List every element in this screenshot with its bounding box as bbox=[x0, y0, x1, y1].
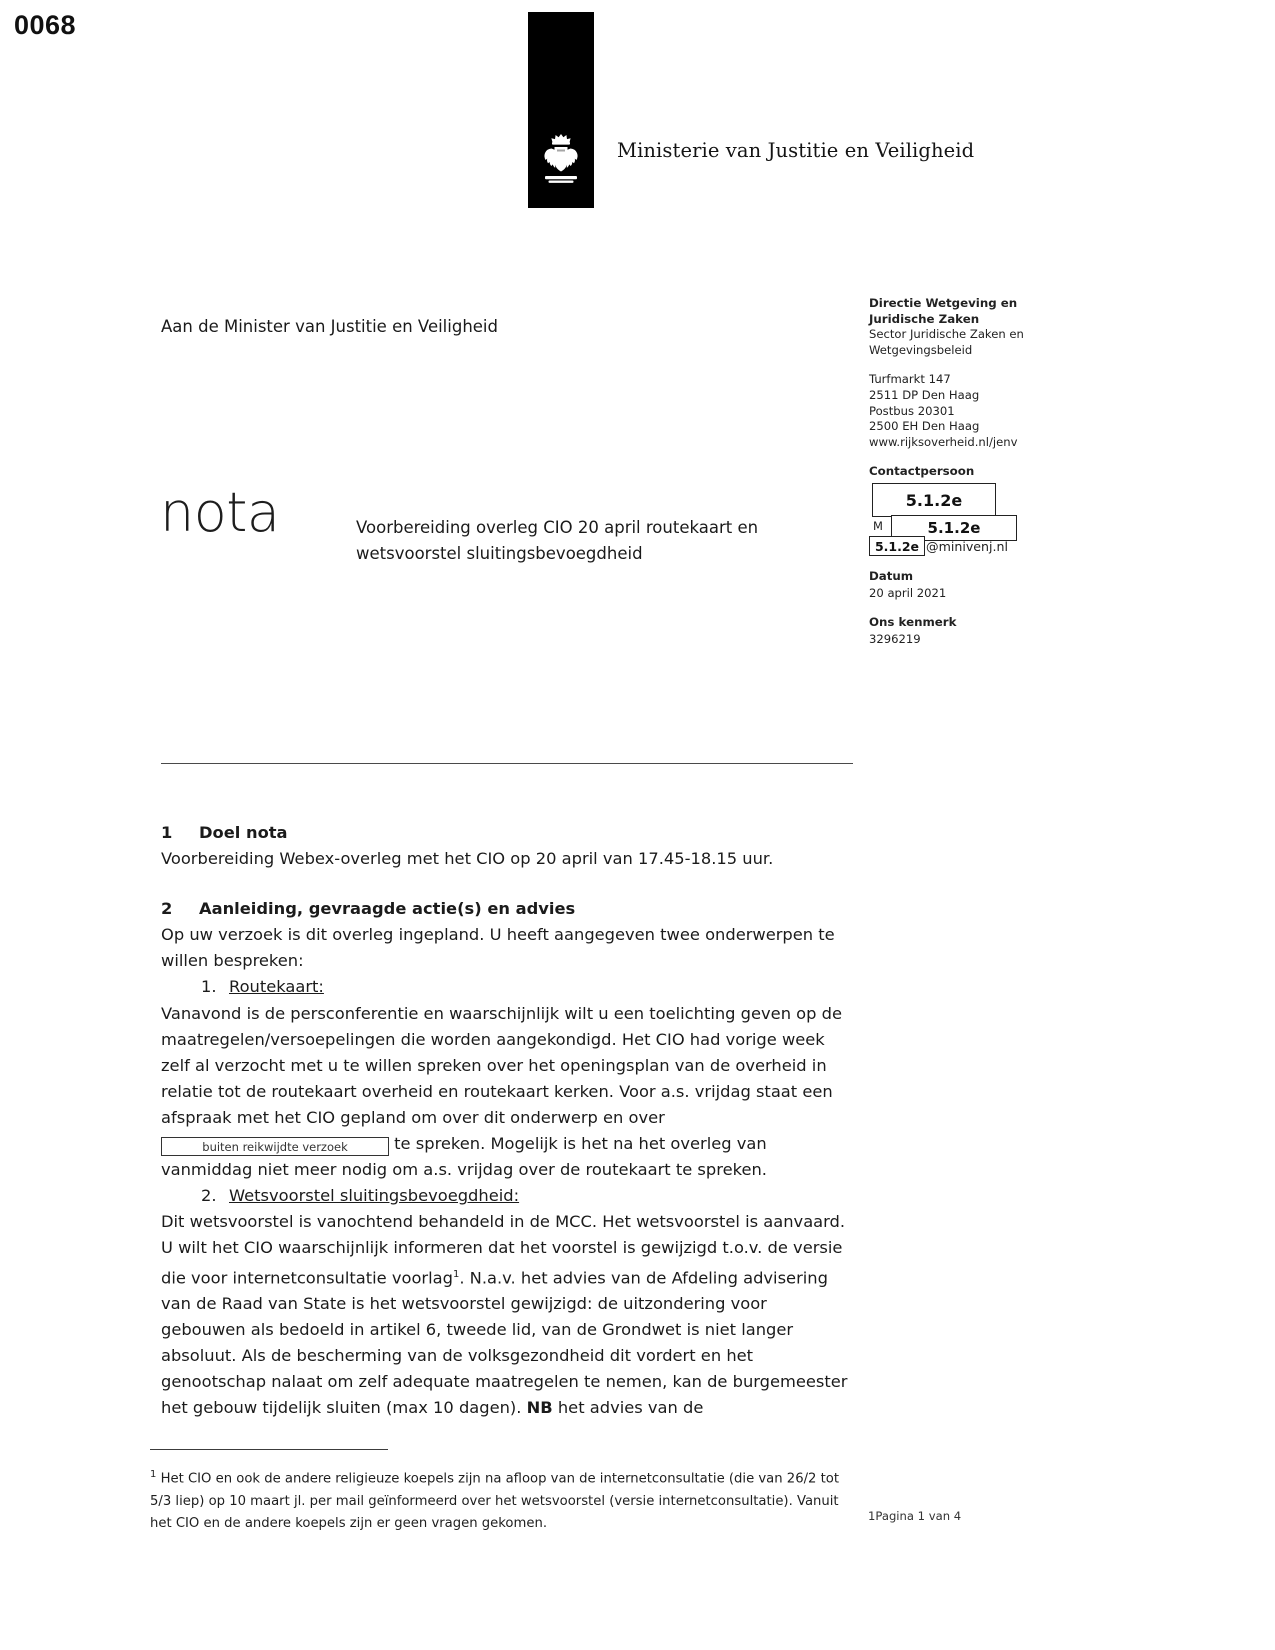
datum-label: Datum bbox=[869, 568, 914, 583]
section-1-heading bbox=[161, 820, 855, 846]
document-type-title: nota bbox=[160, 481, 280, 544]
directie-block bbox=[869, 296, 1069, 358]
list-item-1-label: Routekaart: bbox=[229, 977, 324, 997]
letterhead-meta-column bbox=[869, 296, 1069, 647]
mobile-prefix-label: M bbox=[873, 518, 883, 533]
footnote-separator bbox=[150, 1449, 388, 1450]
datum-value: 20 april 2021 bbox=[869, 585, 947, 600]
datum-block bbox=[869, 569, 1069, 601]
section-2-number: 2 bbox=[161, 899, 173, 919]
postal-address-block bbox=[869, 372, 1069, 450]
sector-line-1: Sector Juridische Zaken en bbox=[869, 327, 1024, 342]
contactpersoon-label: Contactpersoon bbox=[869, 464, 975, 479]
item2-text-c: het advies van de bbox=[552, 1398, 704, 1418]
website-url[interactable]: www.rijksoverheid.nl/jenv bbox=[869, 434, 1018, 449]
redaction-mobile-number: 5.1.2e bbox=[891, 515, 1017, 541]
meta-spacer-2 bbox=[869, 450, 1069, 464]
header-divider bbox=[161, 763, 853, 764]
address-postcode-city: 2511 DP Den Haag bbox=[869, 387, 980, 402]
list-item-2-number: 2. bbox=[201, 1186, 217, 1206]
ministry-logo-block bbox=[528, 12, 594, 208]
section-2-heading bbox=[161, 896, 855, 922]
footnote-marker: 1 bbox=[150, 1469, 157, 1480]
item2-nb-emphasis: NB bbox=[526, 1398, 553, 1418]
document-body bbox=[161, 820, 855, 1421]
item1-text-before-redaction: Vanavond is de persconferentie en waarschijnlijk wilt u een toelichting geven op de maatregelen/versoepelingen die worden aangekondigd. Het CIO had vorige week zelf al verzocht met u te willen spreken over het openingsplan van de overheid in relatie tot de routekaart overheid en routekaart kerken. Voor a.s. vrijdag staat een afspraak met het CIO gepland om over dit onderwerp en over bbox=[161, 1003, 843, 1127]
email-domain: @minivenj.nl bbox=[926, 538, 1009, 554]
addressee-line: Aan de Minister van Justitie en Veiligheid bbox=[161, 317, 498, 336]
ministry-name: Ministerie van Justitie en Veiligheid bbox=[617, 139, 975, 162]
section-2-intro: Op uw verzoek is dit overleg ingepland. U heeft aangegeven twee onderwerpen te willen bespreken: bbox=[161, 925, 835, 971]
section-2-item2-paragraph bbox=[161, 1209, 855, 1421]
address-postbus: Postbus 20301 bbox=[869, 403, 955, 418]
section-2-title: Aanleiding, gevraagde actie(s) en advies bbox=[199, 899, 576, 919]
list-item-2-label: Wetsvoorstel sluitingsbevoegdheid: bbox=[229, 1186, 520, 1206]
directie-line-1: Directie Wetgeving en bbox=[869, 296, 1018, 310]
meta-spacer-4 bbox=[869, 601, 1069, 615]
list-item-2 bbox=[201, 1183, 855, 1209]
section-1-number: 1 bbox=[161, 823, 173, 842]
list-item-1-number: 1. bbox=[201, 977, 217, 997]
document-subject: Voorbereiding overleg CIO 20 april routekaart en wetsvoorstel sluitingsbevoegdheid bbox=[356, 518, 759, 563]
footnote-text bbox=[150, 1464, 850, 1536]
redaction-email-local: 5.1.2e bbox=[869, 536, 925, 556]
section-1-title: Doel nota bbox=[199, 823, 288, 842]
item2-text-b: . N.a.v. het advies van de Afdeling advisering van de Raad van State is het wetsvoorstel gewijzigd: de uitzondering voor gebouwen als bedoeld in artikel 6, tweede lid, van de Grondwet is niet langer absoluut. Als de bescherming van de volksgezondheid dit vordert en het genootschap nalaat om zelf adequate maatregelen te nemen, kan de burgemeester het gebouw tijdelijk sluiten (max 10 dagen). bbox=[161, 1267, 848, 1418]
contactpersoon-block bbox=[869, 464, 1069, 555]
kenmerk-value: 3296219 bbox=[869, 631, 921, 646]
item2-text-a: Dit wetsvoorstel is vanochtend behandeld in de MCC. Het wetsvoorstel is aanvaard. U wilt het CIO waarschijnlijk informeren dat het voorstel is gewijzigd t.o.v. de versie die voor internetconsultatie voorlag bbox=[161, 1212, 846, 1287]
sector-line-2: Wetgevingsbeleid bbox=[869, 342, 973, 357]
list-item-1 bbox=[201, 974, 855, 1000]
kenmerk-block bbox=[869, 615, 1069, 647]
footnote-reference-marker: 1 bbox=[452, 1268, 460, 1280]
scan-page-number: 0068 bbox=[14, 10, 77, 40]
section-gap-1 bbox=[161, 872, 855, 896]
contact-redaction-stack bbox=[869, 483, 1069, 555]
page-number-footer: 1Pagina 1 van 4 bbox=[868, 1509, 962, 1523]
section-2-item1-paragraph bbox=[161, 1001, 855, 1184]
redaction-contact-name: 5.1.2e bbox=[872, 483, 996, 517]
section-1-paragraph: Voorbereiding Webex-overleg met het CIO op 20 april van 17.45-18.15 uur. bbox=[161, 849, 774, 869]
redaction-buiten-reikwijdte-verzoek: buiten reikwijdte verzoek bbox=[161, 1137, 389, 1156]
meta-spacer-1 bbox=[869, 358, 1069, 372]
kenmerk-label: Ons kenmerk bbox=[869, 615, 957, 630]
item1-text-after-redaction: te spreken. Mogelijk is het na het overleg van vanmiddag niet meer nodig om a.s. vrijdag over de routekaart te spreken. bbox=[161, 1134, 767, 1180]
footnote-body: Het CIO en ook de andere religieuze koepels zijn na afloop van de internetconsultatie (die van 26/2 tot 5/3 liep) op 10 maart jl. per mail geïnformeerd over het wetsvoorstel (versie internetconsultatie). Vanuit het CIO en de andere koepels zijn er geen vragen gekomen. bbox=[150, 1471, 840, 1532]
address-street: Turfmarkt 147 bbox=[869, 372, 951, 387]
directie-line-2: Juridische Zaken bbox=[869, 311, 980, 326]
meta-spacer-3 bbox=[869, 555, 1069, 569]
dutch-coat-of-arms-icon bbox=[535, 132, 587, 190]
address-postbus-city: 2500 EH Den Haag bbox=[869, 419, 980, 434]
